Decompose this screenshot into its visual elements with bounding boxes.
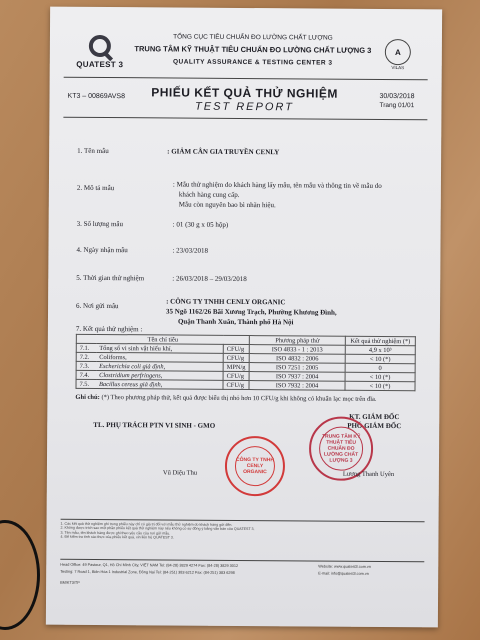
- row-unit: CFU/g: [223, 371, 249, 380]
- accreditation-badge-icon: A: [385, 39, 411, 65]
- row-result: 4,9 x 10³: [345, 345, 415, 354]
- field-label-results: 7. Kết quả thử nghiệm :: [75, 324, 143, 334]
- field-value-sender-2: 35 Ngõ 1162/26 Bãi Xương Trạch, Phường Khương Đình,: [166, 307, 337, 317]
- field-value-quantity: : 01 (30 g x 05 hộp): [172, 220, 229, 229]
- divider: [60, 559, 424, 563]
- field-label-sender: 6. Nơi gửi mẫu: [76, 301, 119, 311]
- accreditation-mark: [380, 39, 416, 79]
- field-value-received-date: : 23/03/2018: [172, 246, 209, 255]
- cable: [0, 520, 40, 630]
- test-report-document: [46, 7, 442, 628]
- org-line-1: TỔNG CỤC TIÊU CHUẨN ĐO LƯỜNG CHẤT LƯỢNG: [173, 33, 333, 42]
- row-result: < 10 (*): [345, 354, 415, 363]
- field-label-test-period: 5. Thời gian thử nghiệm: [76, 273, 145, 283]
- field-value-test-period: : 26/03/2018 – 29/03/2018: [172, 274, 247, 284]
- divider: [64, 77, 428, 81]
- row-number: 7.4.: [76, 370, 96, 379]
- field-label-description: 2. Mô tả mẫu: [76, 183, 115, 193]
- row-method: ISO 7251 : 2005: [249, 363, 345, 373]
- quatest-logo: [72, 35, 128, 69]
- signature-right-name: Lương Thanh Uyên: [342, 470, 395, 479]
- row-criterion: Escherichia coli giả định,: [96, 361, 223, 371]
- org-line-2: TRUNG TÂM KỸ THUẬT TIÊU CHUẨN ĐO LƯỜNG CHẤT LƯỢNG 3: [134, 44, 372, 55]
- row-method: ISO 7932 : 2004: [249, 381, 345, 391]
- row-unit: CFU/g: [223, 353, 249, 362]
- field-value-sender-1: : CÔNG TY TNHH CENLY ORGANIC: [166, 297, 286, 307]
- row-method: ISO 4832 : 2006: [249, 354, 345, 364]
- report-title-en: TEST REPORT: [195, 100, 294, 114]
- header-method: Phương pháp thử: [249, 336, 345, 346]
- row-unit: MPN/g: [223, 362, 249, 371]
- company-stamp-text: CÔNG TY TNHH CENLY ORGANIC: [235, 446, 275, 486]
- report-title-vi: PHIẾU KẾT QUẢ THỬ NGHIỆM: [151, 85, 338, 101]
- note-label: Ghi chú:: [75, 393, 100, 401]
- signature-left-name: Vũ Diệu Thu: [162, 469, 198, 477]
- org-line-3: QUALITY ASSURANCE & TESTING CENTER 3: [172, 58, 333, 67]
- field-label-sample-name: 1. Tên mẫu: [77, 146, 109, 156]
- footer-note-1: 1. Các kết quả thử nghiệm ghi trong phiếu này chỉ có giá trị đối với mẫu thử nghiệm do khách hàng gửi đến.: [60, 521, 233, 527]
- results-table: [75, 334, 415, 391]
- footer-head-office: Head Office: 49 Pasteur, Q1, Hồ Chí Minh City, VIỆT NAM Tel: (84-28) 3829 4274 Fax: (84-28) 3829 3012: [60, 562, 239, 568]
- logo-text: QUATEST 3: [76, 59, 124, 70]
- row-number: 7.2.: [76, 352, 96, 361]
- center-stamp-text: TRUNG TÂM KỸ THUẬT TIÊU CHUẨN ĐO LƯỜNG CHẤT LƯỢNG 3: [319, 427, 363, 471]
- footer-testing: Testing: 7 Road 1, Biên Hòa 1 Industrial Zone, Đồng Nai Tel: (84-251) 383 6212 Fax: (84-251) 383 6298: [60, 569, 235, 575]
- row-result: < 10 (*): [345, 372, 415, 381]
- table-row: [76, 379, 415, 390]
- report-page: Trang 01/01: [379, 101, 415, 110]
- row-criterion: Tổng số vi sinh vật hiếu khí,: [96, 343, 223, 353]
- footer-notes: [60, 522, 424, 542]
- field-value-description-2: khách hàng cung cấp.: [178, 190, 240, 199]
- company-stamp: [225, 436, 285, 496]
- row-number: 7.1.: [76, 343, 96, 352]
- row-method: ISO 7937 : 2004: [249, 372, 345, 382]
- field-label-quantity: 3. Số lượng mẫu: [76, 219, 124, 229]
- field-value-description-3: Mẫu còn nguyên bao bì nhãn hiệu.: [178, 200, 276, 210]
- signature-right-title-1: KT. GIÁM ĐỐC: [349, 412, 400, 422]
- field-value-description-1: : Mẫu thử nghiệm do khách hàng lấy mẫu, tên mẫu và thông tin về mẫu do: [172, 180, 382, 190]
- report-date: 30/03/2018: [379, 92, 415, 101]
- footer-form-no: BM/KT3/TP: [60, 580, 80, 585]
- quatest-logo-icon: [89, 35, 111, 57]
- footer-note-3: 3. Tên mẫu, tên khách hàng được ghi theo yêu cầu của nơi gửi mẫu.: [60, 530, 171, 536]
- row-unit: CFU/g: [223, 380, 249, 389]
- accreditation-text: VILAS: [391, 65, 405, 71]
- row-method: ISO 4833 - 1 : 2013: [249, 345, 345, 355]
- report-number: KT3 – 00869AVS8: [67, 92, 126, 101]
- footer-note-2: 2. Không được trích sao một phần phiếu kết quả thử nghiệm này nếu không có sự đồng ý bằng văn bản của QUATEST 3.: [60, 526, 255, 532]
- row-result: 0: [345, 363, 415, 372]
- signature-right-title-2: PHÓ GIÁM ĐỐC: [347, 421, 402, 431]
- footer-note-4: 4. Để kiểm tra tính xác thực của phiếu kết quả, xin liên hệ QUATEST 3.: [60, 535, 174, 540]
- row-result: < 10 (*): [345, 381, 415, 390]
- header-result: Kết quả thử nghiệm (*): [345, 336, 415, 345]
- row-number: 7.3.: [76, 361, 96, 370]
- row-number: 7.5.: [76, 379, 96, 388]
- signature-left-title: TL. PHỤ TRÁCH PTN VI SINH - GMO: [93, 420, 216, 430]
- footer-email: E-mail: info@quatest3.com.vn: [318, 571, 369, 576]
- note: [75, 394, 415, 405]
- footer-website: Website: www.quatest3.com.vn: [318, 564, 371, 569]
- field-value-sender-3: Quận Thanh Xuân, Thành phố Hà Nội: [177, 317, 294, 327]
- row-criterion: Bacillus cereus giả định,: [96, 379, 223, 389]
- field-label-received-date: 4. Ngày nhận mẫu: [76, 245, 128, 255]
- divider: [63, 117, 427, 121]
- field-value-sample-name: : GIẢM CÂN GIA TRUYỀN CENLY: [167, 147, 280, 157]
- row-criterion: Clostridium perfringens,: [96, 370, 223, 380]
- note-text: (*) Theo phương pháp thử, kết quả được biểu thị nhỏ hơn 10 CFU/g khi không có khuẩn lạc mọc trên đĩa.: [101, 394, 377, 403]
- header-criterion: Tên chỉ tiêu: [76, 334, 249, 344]
- row-criterion: Coliforms,: [96, 352, 223, 362]
- row-unit: CFU/g: [223, 344, 249, 353]
